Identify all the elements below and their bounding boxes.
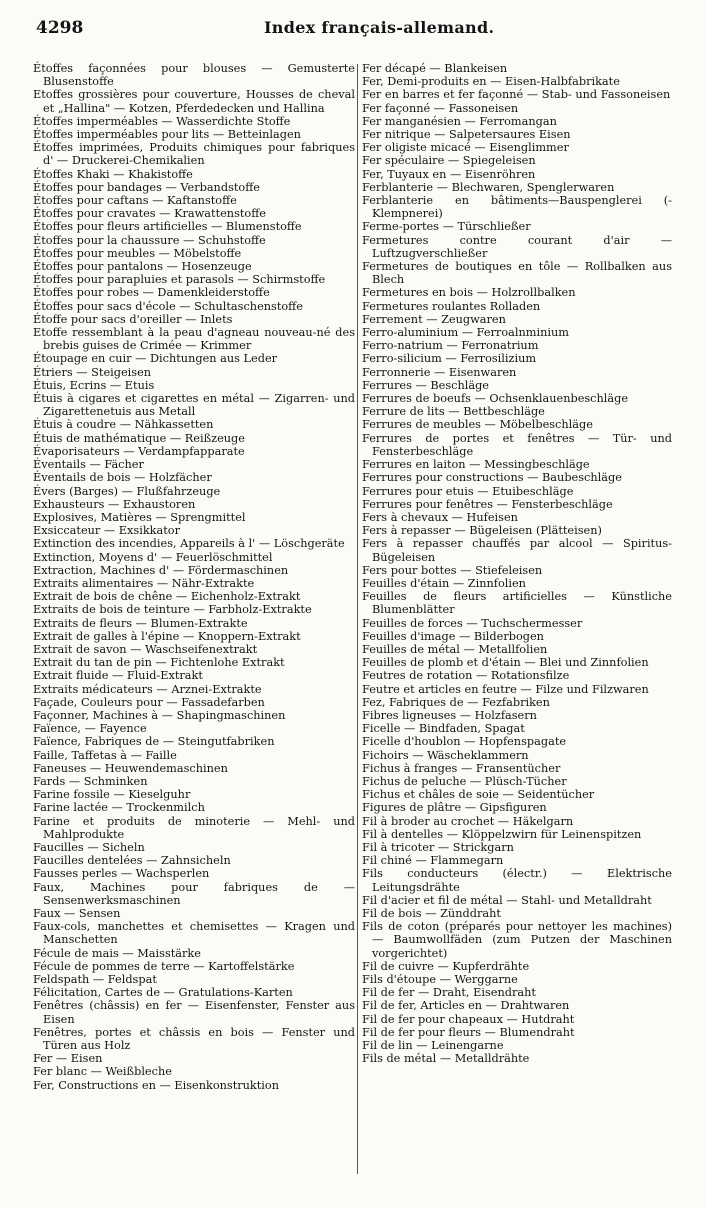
index-entry: Fils de métal — Metalldrähte — [362, 1052, 530, 1066]
index-entry: Fer, Demi-produits en — Eisen-Halbfabrikate — [362, 75, 620, 89]
index-entry: Feuilles d'étain — Zinnfolien — [362, 576, 526, 590]
index-entry: Fil à tricoter — Strickgarn — [362, 840, 514, 854]
index-entry: Extrait de galles à l'épine — Knoppern-Extrakt — [33, 629, 301, 643]
index-entry: Faïence, — Fayence — [33, 722, 147, 736]
index-entry: Fenêtres (châssis) en fer — Eisenfenster, Fenster aus Eisen — [33, 999, 355, 1026]
index-entry: Éventails de bois — Holzfächer — [33, 471, 212, 485]
index-entry: Faucilles — Sicheln — [33, 840, 145, 854]
index-entry: Fers à repasser — Bügeleisen (Plätteisen) — [362, 524, 602, 538]
index-entry: Explosives, Matières — Sprengmittel — [33, 510, 246, 524]
index-entry: Ferrures de boeufs — Ochsenklauenbeschläge — [362, 392, 629, 406]
index-entry: Fez, Fabriques de — Fezfabriken — [362, 695, 550, 709]
index-entry: Ferro-aluminium — Ferroalnminium — [362, 326, 569, 340]
index-entry: Fil d'acier et fil de métal — Stahl- und Metalldraht — [362, 893, 652, 907]
index-entry: Façade, Couleurs pour — Fassadefarben — [33, 695, 265, 709]
index-entry: Fausses perles — Wachsperlen — [33, 867, 210, 881]
index-entry: Fer décapé — Blankeisen — [362, 62, 508, 75]
index-entry: Étoupage en cuir — Dichtungen aus Leder — [33, 352, 278, 366]
index-entry: Fer en barres et fer façonné — Stab- und Fassoneisen — [362, 88, 671, 102]
index-entry: Extrait du tan de pin — Fichtenlohe Extrakt — [33, 656, 285, 670]
index-entry: Ferrures de portes et fenêtres — Tür- und Fensterbeschläge — [362, 431, 672, 458]
index-entry: Étoffes pour meubles — Möbelstoffe — [33, 246, 242, 260]
index-entry: Farine et produits de minoterie — Mehl- und Mahlprodukte — [33, 814, 355, 841]
index-entry: Éventails — Fächer — [33, 458, 144, 472]
index-entry: Ferro-natrium — Ferronatrium — [362, 339, 539, 353]
index-entry: Étoffes pour fleurs artificielles — Blumenstoffe — [33, 220, 302, 234]
index-entry: Faux-cols, manchettes et chemisettes — Kragen und Manschetten — [33, 920, 355, 947]
index-entry: Farine lactée — Trockenmilch — [33, 801, 205, 815]
index-entry: Étuis, Ecrins — Etuis — [33, 378, 155, 392]
index-entry: Fermetures en bois — Holzrollbalken — [362, 286, 576, 300]
index-entry: Fards — Schminken — [33, 774, 148, 788]
index-entry: Fer spéculaire — Spiegeleisen — [362, 154, 536, 168]
index-entry: Extinction, Moyens d' — Feuerlöschmittel — [33, 550, 273, 564]
index-entry: Fichoirs — Wäscheklammern — [362, 748, 529, 762]
index-entry: Extraits de fleurs — Blumen-Extrakte — [33, 616, 248, 630]
index-entry: Ferrures pour constructions — Baubeschläge — [362, 471, 622, 485]
index-entry: Fers à repasser chauffés par alcool — Spiritus-Bügeleisen — [362, 537, 672, 564]
index-entry: Ficelle — Bindfaden, Spagat — [362, 722, 525, 736]
index-entry: Fil de fer pour chapeaux — Hutdraht — [362, 1012, 575, 1026]
index-entry: Étoffes façonnées pour blouses — Gemusterte Blusenstoffe — [33, 62, 355, 89]
index-entry: Fils de coton (préparés pour nettoyer les machines) — Baumwollfäden (zum Putzen der Maschinen vorgerichtet) — [362, 920, 672, 960]
index-entry: Extraction, Machines d' — Fördermaschinen — [33, 563, 289, 577]
index-entry: Extraits de bois de teinture — Farbholz-Extrakte — [33, 603, 312, 617]
index-entry: Évaporisateurs — Verdampfapparate — [33, 444, 245, 458]
index-entry: Étoffes pour robes — Damenkleiderstoffe — [33, 286, 270, 300]
index-entry: Fil de lin — Leinengarne — [362, 1039, 504, 1053]
index-entry: Ferro-silicium — Ferrosilizium — [362, 352, 537, 366]
index-entry: Étoffes pour cravates — Krawattenstoffe — [33, 207, 266, 221]
index-entry: Farine fossile — Kieselguhr — [33, 788, 191, 802]
index-entry: Étoffes pour caftans — Kaftanstoffe — [33, 194, 237, 208]
index-entry: Étuis de mathématique — Reißzeuge — [33, 431, 245, 445]
index-entry: Étriers — Steigeisen — [33, 365, 152, 379]
index-entry: Étoffes pour pantalons — Hosenzeuge — [33, 260, 252, 274]
right-column — [362, 62, 672, 1065]
index-entry: Étoffes imprimées, Produits chimiques pour fabriques d' — Druckerei-Chemikalien — [33, 141, 355, 168]
index-entry: Fil à broder au crochet — Häkelgarn — [362, 814, 574, 828]
index-entry: Fer nitrique — Salpetersaures Eisen — [362, 128, 571, 142]
index-entry: Fers pour bottes — Stiefeleisen — [362, 563, 543, 577]
index-entry: Feuilles d'image — Bilderbogen — [362, 629, 544, 643]
index-entry: Ferrures en laiton — Messingbeschläge — [362, 458, 590, 472]
index-entry: Faux — Sensen — [33, 907, 121, 920]
index-entry: Ficelle d'houblon — Hopfenspagate — [362, 735, 567, 749]
page-title: Index français-allemand. — [264, 18, 495, 37]
index-entry: Fer blanc — Weißbleche — [33, 1065, 172, 1079]
index-entry: Extrait de savon — Waschseifenextrakt — [33, 642, 258, 656]
index-entry: Feuilles de forces — Tuchschermesser — [362, 616, 583, 630]
column-divider — [357, 64, 358, 1174]
index-entry: Fers à chevaux — Hufeisen — [362, 510, 518, 524]
index-entry: Etoffes grossières pour couverture, Housses de cheval et „Hallina" — Kotzen, Pferdedecken und Hallina — [33, 88, 355, 115]
index-entry: Feuilles de plomb et d'étain — Blei und Zinnfolien — [362, 656, 649, 670]
index-entry: Fil de fer, Articles en — Drahtwaren — [362, 999, 570, 1013]
index-entry: Fenêtres, portes et châssis en bois — Fenster und Türen aus Holz — [33, 1025, 355, 1053]
index-entry: Fil à dentelles — Klöppelzwirn für Leinenspitzen — [362, 827, 642, 841]
index-entry: Étoffes imperméables — Wasserdichte Stoffe — [33, 114, 291, 128]
index-entry: Félicitation, Cartes de — Gratulations-Karten — [33, 986, 293, 1000]
index-entry: Ferrure de lits — Bettbeschläge — [362, 405, 545, 419]
index-entry: Fichus à franges — Fransentücher — [362, 761, 561, 775]
index-entry: Exhausteurs — Exhaustoren — [33, 497, 196, 511]
index-entry: Fer façonné — Fassoneisen — [362, 101, 519, 115]
index-entry: Ferblanterie en bâtiments—Bauspenglerei (-Klempnerei) — [362, 194, 672, 221]
index-entry: Fibres ligneuses — Holzfasern — [362, 708, 537, 722]
index-entry: Feuilles de fleurs artificielles — Künstliche Blumenblätter — [362, 590, 672, 617]
index-entry: Extrait de bois de chêne — Eichenholz-Extrakt — [33, 590, 301, 604]
index-entry: Étoffes Khaki — Khakistoffe — [33, 167, 193, 181]
index-entry: Étoffe pour sacs d'oreiller — Inlets — [33, 312, 233, 326]
index-entry: Étuis à coudre — Nähkassetten — [33, 418, 214, 432]
index-entry: Fer — Eisen — [33, 1052, 103, 1066]
index-entry: Fécule de mais — Maisstärke — [33, 946, 201, 960]
index-entry: Fermetures contre courant d'air — Luftzugverschließer — [362, 233, 672, 260]
index-entry: Ferronnerie — Eisenwaren — [362, 365, 517, 379]
page-header — [36, 18, 676, 42]
index-entry: Ferme-portes — Türschließer — [362, 220, 531, 234]
index-entry: Faux, Machines pour fabriques de — Sensenwerksmaschinen — [33, 880, 355, 907]
page-number: 4298 — [36, 18, 84, 38]
index-entry: Fermetures roulantes Rolladen — [362, 299, 541, 313]
index-entry: Fécule de pommes de terre — Kartoffelstärke — [33, 959, 295, 973]
index-entry: Étoffes imperméables pour lits — Betteinlagen — [33, 128, 301, 142]
index-entry: Étoffes pour sacs d'école — Schultaschenstoffe — [33, 299, 303, 313]
index-entry: Faucilles dentelées — Zahnsicheln — [33, 854, 231, 868]
index-entry: Ferrures de meubles — Möbelbeschläge — [362, 418, 593, 432]
index-entry: Etoffe ressemblant à la peau d'agneau nouveau-né des brebis guises de Crimée — Krimmer — [33, 326, 355, 353]
index-entry: Ferrures pour etuis — Etuibeschläge — [362, 484, 574, 498]
index-entry: Fer, Tuyaux en — Eisenröhren — [362, 167, 536, 181]
index-entry: Exsiccateur — Exsikkator — [33, 524, 180, 538]
index-entry: Étuis à cigares et cigarettes en métal — Zigarren- und Zigarettenetuis aus Metall — [33, 392, 355, 419]
index-entry: Faïence, Fabriques de — Steingutfabriken — [33, 735, 275, 749]
index-entry: Feutres de rotation — Rotationsfilze — [362, 669, 570, 683]
index-entry: Ferrures pour fenêtres — Fensterbeschläge — [362, 497, 613, 511]
index-entry: Figures de plâtre — Gipsfiguren — [362, 801, 547, 815]
index-entry: Faneuses — Heuwendemaschinen — [33, 761, 228, 775]
index-entry: Fer oligiste micacé — Eisenglimmer — [362, 141, 569, 155]
index-entry: Fer, Constructions en — Eisenkonstruktion — [33, 1078, 279, 1092]
index-entry: Fils conducteurs (électr.) — Elektrische Leitungsdrähte — [362, 867, 672, 894]
index-entry: Fermetures de boutiques en tôle — Rollbalken aus Blech — [362, 260, 672, 287]
index-entry: Extrait fluide — Fluid-Extrakt — [33, 669, 203, 683]
index-entry: Extinction des incendies, Appareils à l' — Löschgeräte — [33, 537, 345, 551]
index-entry: Fer manganésien — Ferromangan — [362, 114, 557, 128]
index-entry: Fil chiné — Flammegarn — [362, 854, 504, 868]
index-entry: Extraits médicateurs — Arznei-Extrakte — [33, 682, 262, 696]
index-entry: Évers (Barges) — Flußfahrzeuge — [33, 484, 221, 498]
index-entry: Étoffes pour bandages — Verbandstoffe — [33, 180, 260, 194]
index-entry: Feuilles de métal — Metallfolien — [362, 642, 548, 656]
index-entry: Fil de fer — Draht, Eisendraht — [362, 986, 536, 1000]
index-entry: Fichus de peluche — Plüsch-Tücher — [362, 774, 567, 788]
index-entry: Fichus et châles de soie — Seidentücher — [362, 788, 595, 802]
index-entry: Ferrement — Zeugwaren — [362, 312, 506, 326]
index-entry: Ferblanterie — Blechwaren, Spenglerwaren — [362, 180, 615, 194]
left-column — [33, 62, 355, 1092]
index-entry: Fil de bois — Zünddraht — [362, 907, 501, 920]
index-entry: Extraits alimentaires — Nähr-Extrakte — [33, 576, 255, 590]
index-entry: Feutre et articles en feutre — Filze und Filzwaren — [362, 682, 649, 696]
index-entry: Étoffes pour la chaussure — Schuhstoffe — [33, 233, 266, 247]
index-entry: Ferrures — Beschläge — [362, 378, 489, 392]
index-entry: Façonner, Machines à — Shapingmaschinen — [33, 708, 286, 722]
index-entry: Faille, Taffetas à — Faille — [33, 748, 177, 762]
index-entry: Fil de fer pour fleurs — Blumendraht — [362, 1025, 575, 1039]
index-entry: Fil de cuivre — Kupferdrähte — [362, 959, 530, 973]
index-entry: Fils d'étoupe — Werggarne — [362, 973, 518, 987]
index-entry: Étoffes pour parapluies et parasols — Schirmstoffe — [33, 273, 326, 287]
index-entry: Feldspath — Feldspat — [33, 973, 157, 987]
